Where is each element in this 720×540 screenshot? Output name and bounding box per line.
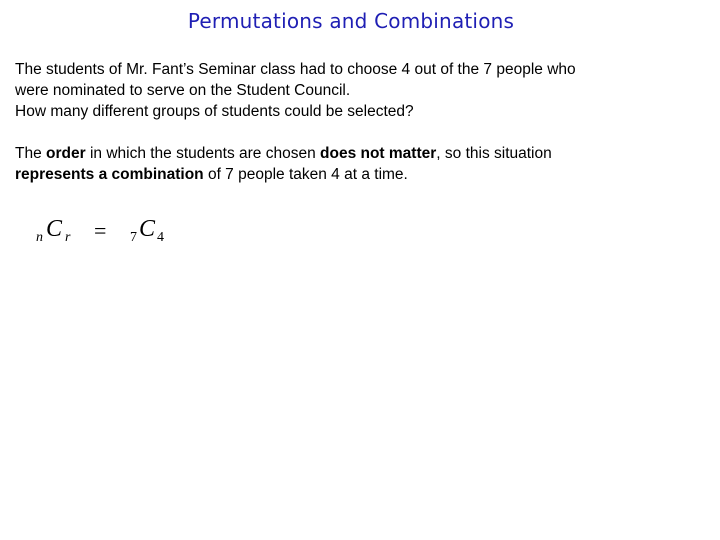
formula-equals: = xyxy=(94,218,107,243)
formula-n: n xyxy=(36,230,43,245)
formula-r: r xyxy=(65,230,71,245)
explanation-text: in which the students are chosen xyxy=(85,145,321,162)
explanation-line-2 xyxy=(15,164,705,185)
emphasis-order: order xyxy=(46,145,86,162)
explanation-line-1 xyxy=(15,143,705,164)
explanation-text: of 7 people taken 4 at a time. xyxy=(203,166,408,183)
explanation-text: The xyxy=(15,145,47,162)
emphasis-does-not-matter: does not matter xyxy=(320,145,437,162)
problem-line-3: How many different groups of students could be selected? xyxy=(15,103,414,120)
problem-line-2: were nominated to serve on the Student Council. xyxy=(15,82,351,99)
problem-line-1: The students of Mr. Fant’s Seminar class had to choose 4 out of the 7 people who xyxy=(15,61,576,78)
slide-title: Permutations and Combinations xyxy=(187,9,515,33)
problem-statement xyxy=(15,59,705,122)
formula-c-left: C xyxy=(46,216,63,242)
formula-c-right: C xyxy=(139,216,156,242)
formula-seven: 7 xyxy=(130,230,137,245)
explanation xyxy=(15,143,705,185)
emphasis-combination: represents a combination xyxy=(15,166,204,183)
explanation-text: , so this situation xyxy=(436,145,552,162)
formula-four: 4 xyxy=(157,230,164,245)
